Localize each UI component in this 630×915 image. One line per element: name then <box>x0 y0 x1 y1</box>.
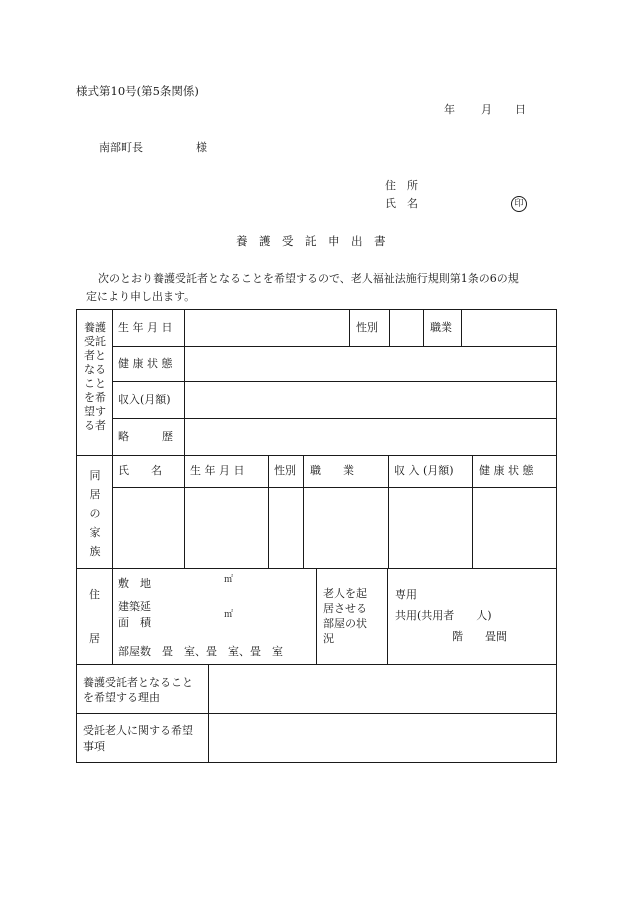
form-title: 養 護 受 託 申 出 書 <box>236 234 386 248</box>
room-floor-tatami: 階 畳間 <box>452 630 507 643</box>
floor-area-label-2: 面 積 <box>118 616 151 629</box>
history-label: 略 歴 <box>118 430 173 443</box>
family-income-header: 収 入 (月額) <box>394 464 454 477</box>
date-day: 日 <box>515 103 526 116</box>
family-sex-header: 性別 <box>274 464 296 477</box>
family-health-header: 健 康 状 態 <box>479 464 534 477</box>
seal-mark: 印 <box>511 196 527 212</box>
honorific: 様 <box>196 141 207 154</box>
room-exclusive: 専用 <box>395 588 417 601</box>
family-side-label: 同 居 の 家 族 <box>89 469 101 558</box>
floor-area-label-1: 建築延 <box>118 600 151 613</box>
site-area-unit: ㎡ <box>224 575 234 585</box>
room-status-label: 老人を起 居させる 部屋の状 況 <box>323 587 367 645</box>
birth-date-label: 生 年 月 日 <box>118 321 173 334</box>
residence-side-label-bottom: 居 <box>89 632 100 645</box>
site-area-label: 敷 地 <box>118 577 151 590</box>
occupation-label: 職業 <box>430 321 452 334</box>
reason-label-line-2: を希望する理由 <box>83 691 160 704</box>
family-occupation-header: 職 業 <box>310 464 354 477</box>
date-year: 年 <box>444 103 455 116</box>
room-count-line: 部屋数 畳 室、畳 室、畳 室 <box>118 645 283 658</box>
health-label: 健 康 状 態 <box>118 357 173 370</box>
applicant-name-label: 氏 名 <box>385 197 418 210</box>
wishes-label-line-1: 受託老人に関する希望 <box>83 724 193 737</box>
reason-label-line-1: 養護受託者となること <box>83 676 193 689</box>
applicant-address-label: 住 所 <box>385 179 418 192</box>
wishes-label-line-2: 事項 <box>83 740 105 753</box>
form-number: 様式第10号(第5条関係) <box>76 84 199 98</box>
family-birth-header: 生 年 月 日 <box>190 464 245 477</box>
income-label: 収入(月額) <box>118 393 171 406</box>
applicant-side-label: 養護 受託 者と なる こと を希 望す る者 <box>84 321 106 432</box>
floor-area-unit: ㎡ <box>224 610 234 620</box>
date-month: 月 <box>481 103 492 116</box>
sex-label: 性別 <box>356 321 378 334</box>
body-text-line-2: 定により申し出ます。 <box>86 290 196 303</box>
family-name-header: 氏 名 <box>118 464 162 477</box>
addressee: 南部町長 <box>99 141 143 154</box>
body-text-line-1: 次のとおり養護受託者となることを希望するので、老人福祉法施行規則第1条の6の規 <box>98 272 519 285</box>
residence-side-label-top: 住 <box>89 588 100 601</box>
room-shared: 共用(共用者 人) <box>395 609 492 622</box>
